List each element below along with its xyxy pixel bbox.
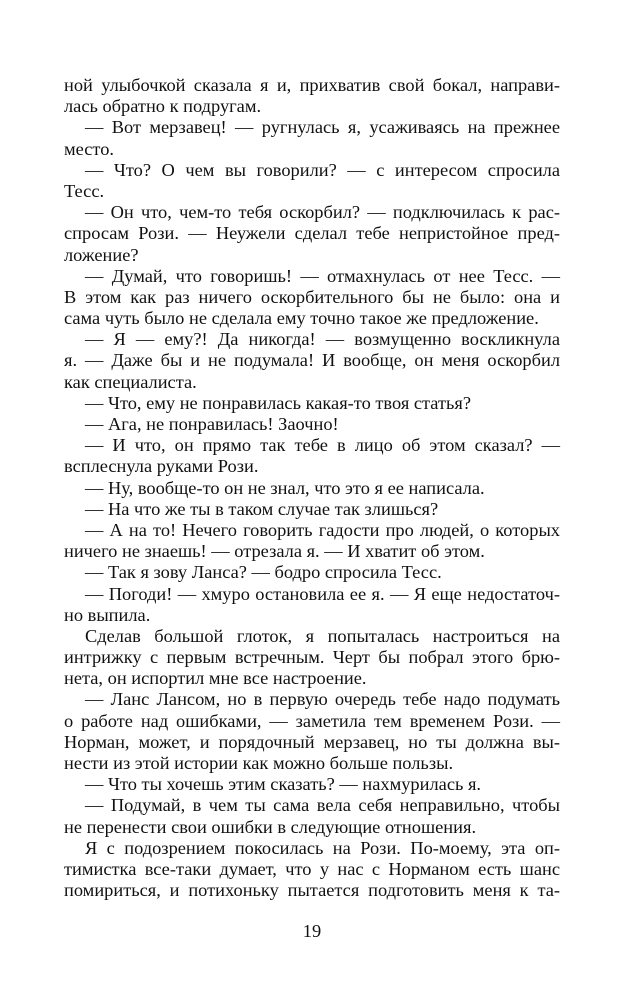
text-line: я. — Даже бы и не подумала! И вообще, он меня оскорбил	[64, 350, 560, 371]
text-line: — Подумай, в чем ты сама вела себя неправильно, чтобы	[85, 795, 560, 816]
text-line: нести из этой истории как можно больше пользы.	[64, 753, 454, 773]
text-line: тимистка все-таки думает, что у нас с Норманом есть шанс	[64, 858, 560, 879]
text-line: — Погоди! — хмуро остановила ее я. — Я еще недостаточ-	[85, 583, 560, 604]
text-line: лась обратно к подругам.	[64, 96, 262, 117]
text-line: о работе над ошибками, — заметила тем временем Рози. —	[64, 710, 560, 731]
text-line: — Что, ему не понравилась какая-то твоя статья?	[85, 392, 472, 413]
text-line: — Вот мерзавец! — ругнулась я, усаживаясь на прежнее	[85, 117, 560, 138]
text-line: — Ну, вообще-то он не знал, что это я ее написала.	[85, 477, 485, 498]
text-line: — Ага, не понравилась! Заочно!	[85, 414, 339, 434]
book-page-text	[64, 75, 560, 901]
text-line: — Он что, чем-то тебя оскорбил? — подключилась к рас-	[85, 202, 560, 223]
page-number: 19	[302, 921, 322, 941]
text-line: Сделав большой глоток, я попыталась настроиться на	[85, 625, 560, 646]
text-line: ной улыбочкой сказала я и, прихватив свой бокал, направи-	[64, 75, 560, 95]
text-line: но выпила.	[64, 604, 151, 625]
text-line: — Я — ему?! Да никогда! — возмущенно воскликнула	[85, 329, 560, 350]
text-line: — А на то! Нечего говорить гадости про людей, о которых	[85, 519, 560, 540]
text-line: — Думай, что говоришь! — отмахнулась от нее Тесс. —	[85, 265, 560, 286]
text-line: Норман, может, и порядочный мерзавец, но ты должна вы-	[64, 731, 560, 752]
text-line: — Ланс Лансом, но в первую очередь тебе надо подумать	[85, 689, 560, 710]
text-line: интрижку с первым встречным. Черт бы побрал этого брю-	[64, 647, 560, 668]
text-line: — Что? О чем вы говорили? — с интересом спросила	[85, 159, 560, 180]
text-line: место.	[64, 138, 115, 159]
text-line: — На что же ты в таком случае так злишься?	[85, 498, 439, 519]
text-line: спросам Рози. — Неужели сделал тебе непристойное пред-	[64, 223, 560, 244]
text-line: ничего не знаешь! — отрезала я. — И хватит об этом.	[64, 541, 485, 562]
text-line: — Так я зову Ланса? — бодро спросила Тесс.	[85, 562, 442, 583]
text-line: не перенести свои ошибки в следующие отношения.	[64, 816, 477, 837]
text-line: помириться, и потихоньку пытается подготовить меня к та-	[64, 880, 560, 901]
text-line: Я с подозрением покосилась на Рози. По-моему, эта оп-	[85, 837, 560, 858]
text-line: — И что, он прямо так тебе в лицо об этом сказал? —	[85, 435, 560, 456]
text-line: всплеснула руками Рози.	[64, 456, 259, 477]
text-line: Тесс.	[64, 180, 105, 201]
text-line: сама чуть было не сделала ему точно такое же предложение.	[64, 308, 539, 329]
text-line: — Что ты хочешь этим сказать? — нахмурилась я.	[85, 774, 482, 795]
text-line: нета, он испортил мне все настроение.	[64, 668, 367, 689]
text-line: как специалиста.	[64, 371, 197, 392]
text-line: В этом как раз ничего оскорбительного бы не было: она и	[64, 286, 560, 307]
text-line: ложение?	[64, 244, 139, 265]
